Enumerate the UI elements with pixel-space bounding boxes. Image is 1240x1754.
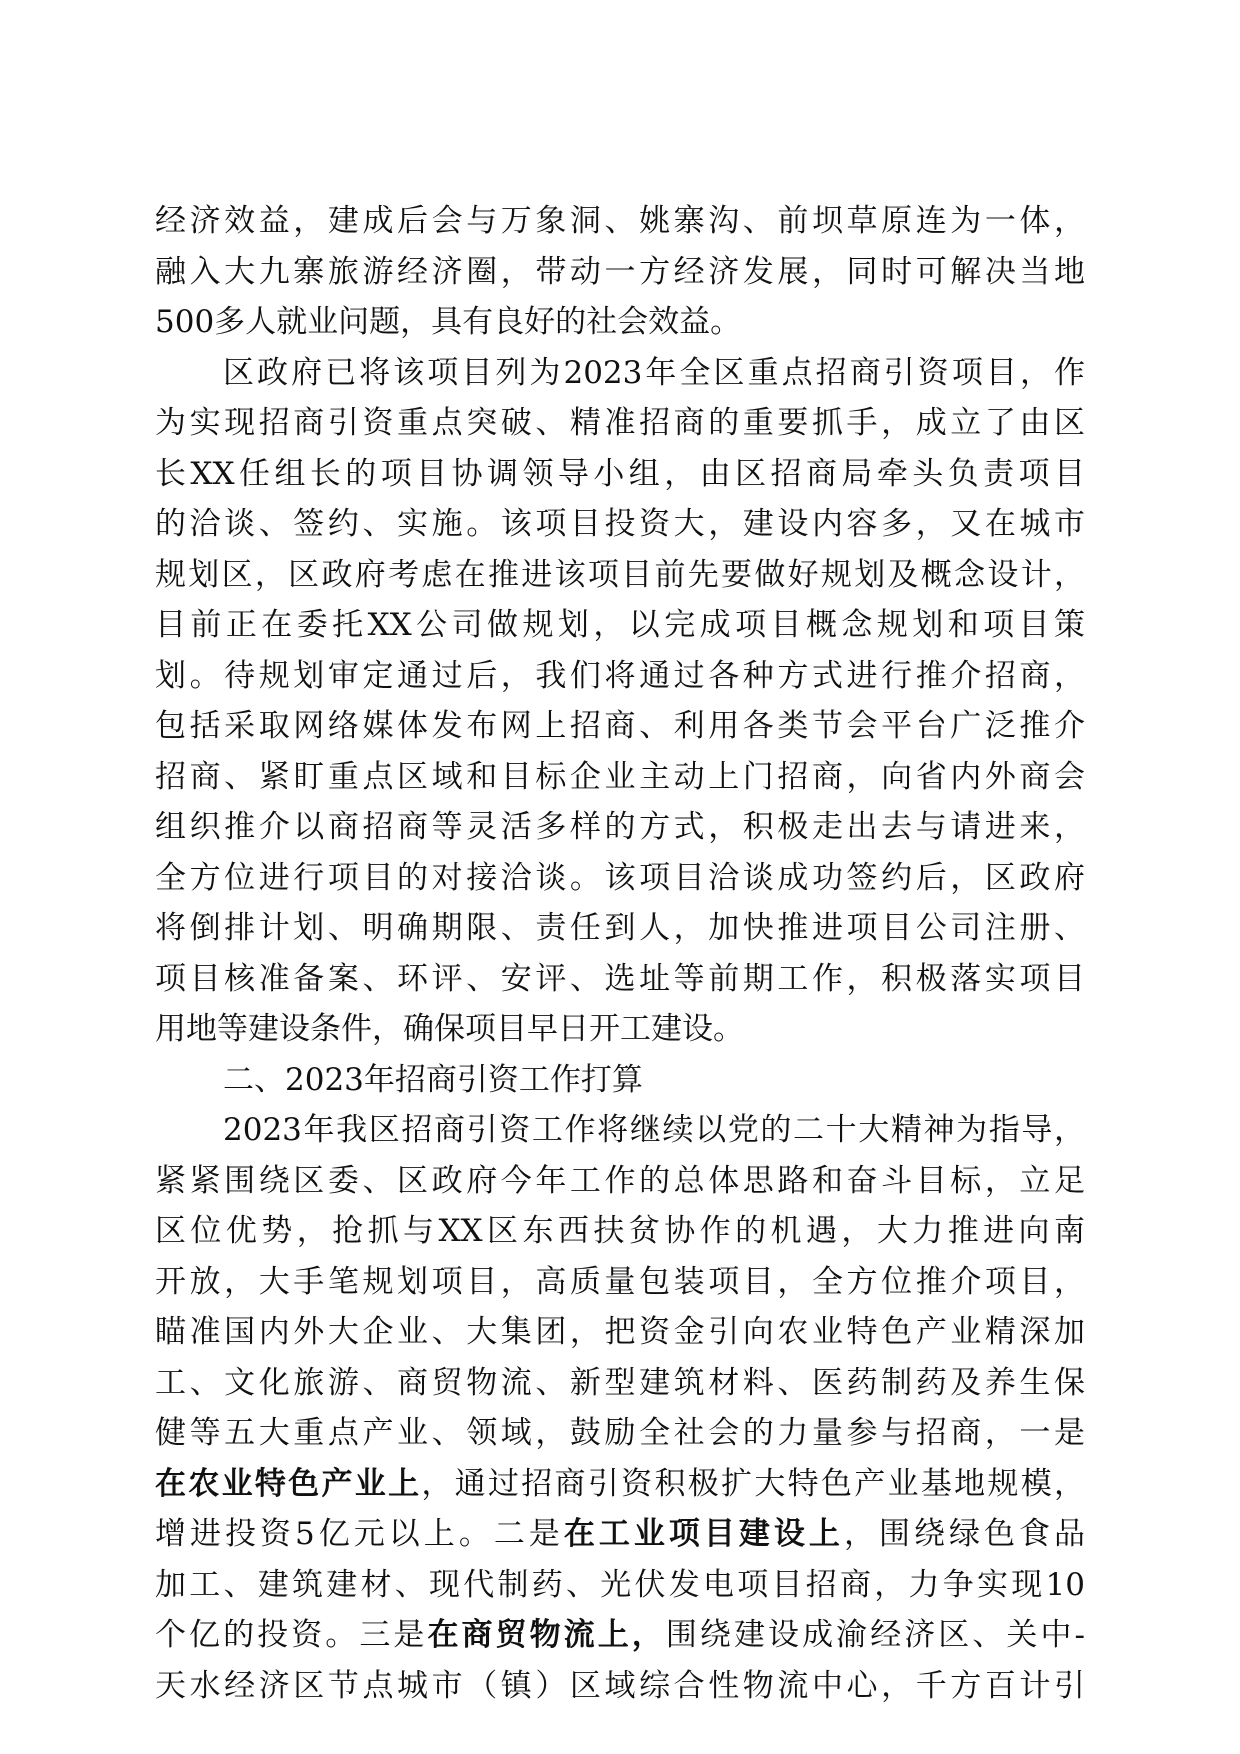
text-segment: 区政府已将该项目列为2023年全区重点招商引资项目，作 — [223, 354, 1085, 391]
text-segment: ，通过招商引资积极扩大特色产业基地规模， — [421, 1465, 1086, 1502]
text-line — [155, 1459, 1085, 1510]
text-line — [155, 1560, 1085, 1611]
text-segment: 瞄准国内外大企业、大集团，把资金引向农业特色产业精深加 — [155, 1314, 1085, 1350]
text-segment: 长XX任组长的项目协调领导小组，由区招商局牵头负责项目 — [155, 455, 1085, 492]
text-segment: 融入大九寨旅游经济圈，带动一方经济发展，同时可解决当地 — [155, 253, 1085, 290]
text-segment: 组织推介以商招商等灵活多样的方式，积极走出去与请进来， — [155, 809, 1085, 845]
text-segment: 加工、建筑建材、现代制药、光伏发电项目招商，力争实现10 — [155, 1566, 1085, 1603]
text-segment: 健等五大重点产业、领域，鼓励全社会的力量参与招商，一是 — [155, 1415, 1085, 1451]
text-segment: 增进投资5亿元以上。二是 — [155, 1516, 564, 1552]
text-segment: 为实现招商引资重点突破、精准招商的重要抓手，成立了由区 — [155, 405, 1085, 441]
text-line — [155, 903, 1085, 954]
text-segment: 工、文化旅游、商贸物流、新型建筑材料、医药制药及养生保 — [155, 1364, 1085, 1401]
text-line — [155, 1156, 1085, 1207]
bold-phrase: 在工业项目建设上 — [563, 1516, 844, 1552]
text-line — [155, 196, 1085, 247]
text-segment: ，围绕绿色食品 — [843, 1516, 1086, 1552]
text-line — [155, 853, 1085, 904]
section-heading — [155, 1055, 1085, 1106]
text-segment: 天水经济区节点城市（镇）区域综合性物流中心，千方百计引 — [155, 1667, 1085, 1704]
text-segment: 500多人就业问题，具有良好的社会效益。 — [155, 304, 742, 340]
text-line — [155, 600, 1085, 651]
text-line — [155, 752, 1085, 803]
text-segment: 二、2023年招商引资工作打算 — [223, 1061, 643, 1098]
text-segment: 开放，大手笔规划项目，高质量包装项目，全方位推介项目， — [155, 1263, 1085, 1300]
text-segment: 全方位进行项目的对接洽谈。该项目洽谈成功签约后，区政府 — [155, 859, 1085, 896]
text-line — [155, 651, 1085, 702]
paragraph-first-line — [155, 1105, 1085, 1156]
text-line — [155, 1206, 1085, 1257]
text-segment: 用地等建设条件，确保项目早日开工建设。 — [155, 1011, 744, 1047]
text-segment: 招商、紧盯重点区域和目标企业主动上门招商，向省内外商会 — [155, 758, 1085, 795]
text-segment: 包括采取网络媒体发布网上招商、利用各类节会平台广泛推介 — [155, 708, 1085, 744]
text-line — [155, 1509, 1085, 1560]
text-line — [155, 1610, 1085, 1661]
text-segment: 目前正在委托XX公司做规划，以完成项目概念规划和项目策 — [155, 607, 1085, 643]
text-line — [155, 297, 1085, 348]
paragraph-first-line — [155, 348, 1085, 399]
text-line — [155, 1408, 1085, 1459]
text-line — [155, 1661, 1085, 1712]
text-line — [155, 954, 1085, 1005]
text-line — [155, 1257, 1085, 1308]
text-segment: 划。待规划审定通过后，我们将通过各种方式进行推介招商， — [155, 657, 1085, 694]
bold-phrase: 在商贸物流上， — [427, 1617, 666, 1653]
text-segment: 围绕建设成渝经济区、关中- — [665, 1617, 1086, 1653]
text-line — [155, 1004, 1085, 1055]
text-line — [155, 802, 1085, 853]
text-segment: 经济效益，建成后会与万象洞、姚寨沟、前坝草原连为一体， — [155, 203, 1085, 239]
text-segment: 项目核准备案、环评、安评、选址等前期工作，积极落实项目 — [155, 960, 1085, 997]
text-segment: 的洽谈、签约、实施。该项目投资大，建设内容多，又在城市 — [155, 506, 1085, 542]
text-line — [155, 1307, 1085, 1358]
document-body — [155, 196, 1085, 1711]
text-line — [155, 701, 1085, 752]
text-segment: 个亿的投资。三是 — [155, 1617, 428, 1653]
bold-phrase: 在农业特色产业上 — [155, 1465, 422, 1502]
text-line — [155, 247, 1085, 298]
text-segment: 区位优势，抢抓与XX区东西扶贫协作的机遇，大力推进向南 — [155, 1213, 1085, 1249]
text-line — [155, 398, 1085, 449]
text-line — [155, 1358, 1085, 1409]
text-segment: 紧紧围绕区委、区政府今年工作的总体思路和奋斗目标，立足 — [155, 1162, 1085, 1199]
text-segment: 规划区，区政府考虑在推进该项目前先要做好规划及概念设计， — [155, 556, 1085, 593]
text-segment: 2023年我区招商引资工作将继续以党的二十大精神为指导， — [223, 1112, 1085, 1148]
text-line — [155, 499, 1085, 550]
text-segment: 将倒排计划、明确期限、责任到人，加快推进项目公司注册、 — [155, 910, 1085, 946]
text-line — [155, 550, 1085, 601]
text-line — [155, 449, 1085, 500]
